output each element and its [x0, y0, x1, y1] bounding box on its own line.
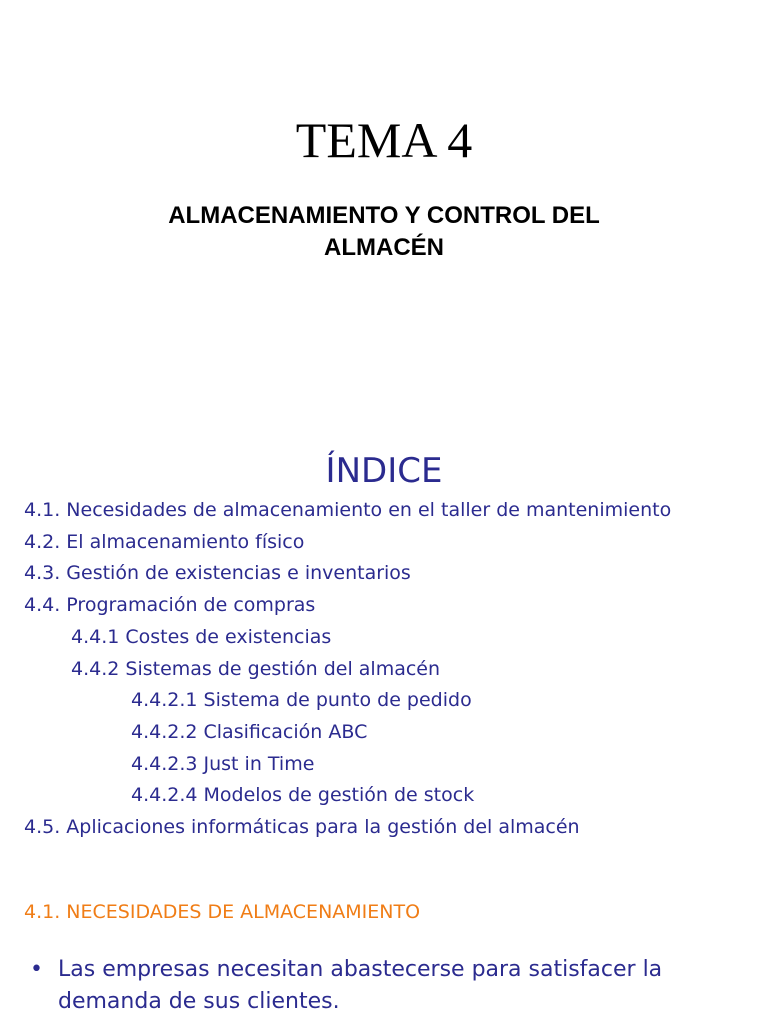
table-of-contents: [0, 495, 768, 844]
page-title: TEMA 4: [295, 112, 473, 168]
toc-item: 4.5. Aplicaciones informáticas para la gestión del almacén: [24, 816, 580, 839]
toc-item: 4.4. Programación de compras: [24, 594, 316, 617]
bullet-point: [30, 954, 730, 1018]
subtitle-line-1: ALMACENAMIENTO Y CONTROL DEL: [168, 202, 600, 229]
section-heading: 4.1. NECESIDADES DE ALMACENAMIENTO: [24, 901, 421, 923]
toc-item: 4.4.2.2 Clasificación ABC: [131, 720, 368, 743]
toc-item: 4.2. El almacenamiento físico: [24, 530, 305, 553]
page-subtitle: [0, 200, 768, 264]
index-heading: ÍNDICE: [325, 451, 443, 491]
toc-item: 4.4.2.4 Modelos de gestión de stock: [131, 784, 475, 807]
subtitle-line-2: ALMACÉN: [324, 234, 444, 261]
toc-item: 4.4.2 Sistemas de gestión del almacén: [71, 657, 441, 680]
toc-item: 4.4.2.1 Sistema de punto de pedido: [131, 689, 472, 712]
bullet-icon: •: [30, 957, 43, 982]
toc-item: 4.1. Necesidades de almacenamiento en el taller de mantenimiento: [24, 499, 672, 521]
bullet-text: Las empresas necesitan abastecerse para satisfacer la demanda de sus clientes.: [58, 957, 663, 1014]
toc-item: 4.3. Gestión de existencias e inventarios: [24, 562, 411, 585]
toc-item: 4.4.1 Costes de existencias: [71, 625, 332, 648]
toc-item: 4.4.2.3 Just in Time: [131, 752, 315, 775]
